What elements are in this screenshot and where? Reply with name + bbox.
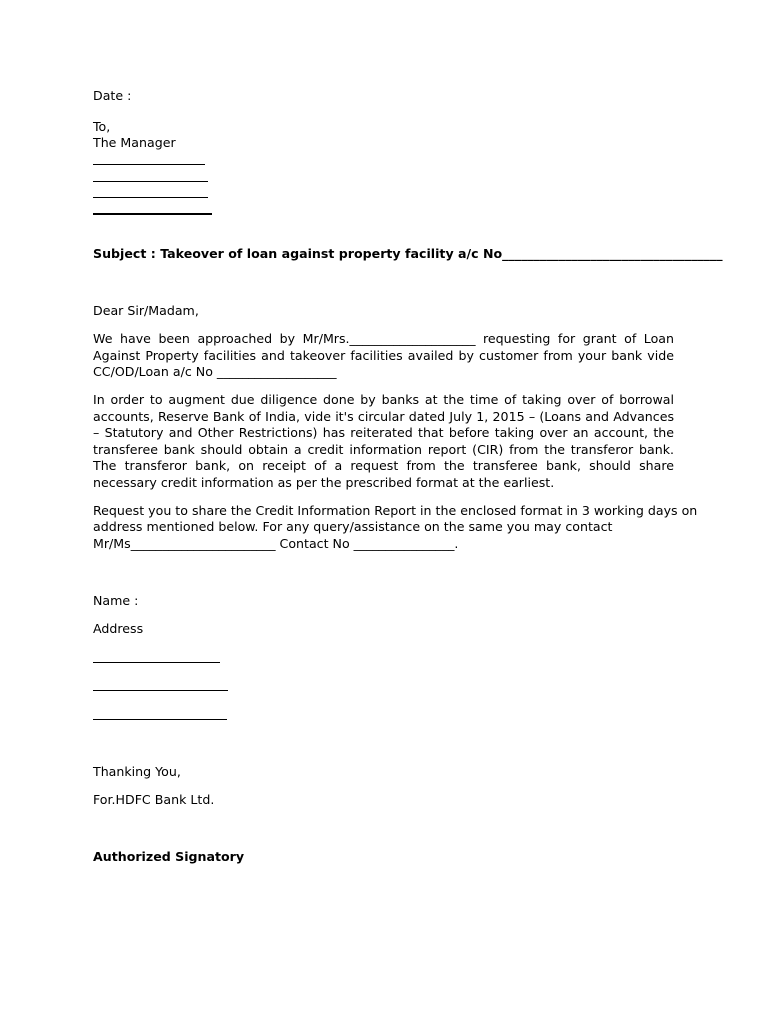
recipient: The Manager <box>93 135 176 150</box>
paragraph-share-cir-line-3: Mr/Ms_______________________ Contact No ________________. <box>93 536 459 551</box>
recipient-address-line-4 <box>93 213 212 215</box>
sender-address-line-2 <box>93 690 228 691</box>
paragraph-request: We have been approached by Mr/Mrs.____________________ requesting for grant of Loan Against Property facilities and takeover facilities availed by customer from your bank vide CC/OD/Loan a/c No ___________________ <box>93 331 674 380</box>
paragraph-share-cir-line-2: address mentioned below. For any query/assistance on the same you may contact <box>93 519 613 534</box>
recipient-address-line-1 <box>93 164 205 165</box>
paragraph-rbi-circular: In order to augment due diligence done by banks at the time of taking over of borrowal accounts, Reserve Bank of India, vide it's circular dated July 1, 2015 – (Loans and Advances – Statutory and Other Restrictions) has reiterated that before taking over an account, the transferee bank should obtain a credit information report (CIR) from the transferor bank. The transferor bank, on receipt of a request from the transferee bank, should share necessary credit information as per the prescribed format at the earliest. <box>93 392 674 490</box>
date-label: Date : <box>93 88 132 103</box>
closing: Thanking You, <box>93 764 181 779</box>
sender-address-line-1 <box>93 662 220 663</box>
salutation: Dear Sir/Madam, <box>93 303 199 318</box>
bank-name: For.HDFC Bank Ltd. <box>93 792 215 807</box>
to-label: To, <box>93 119 111 134</box>
recipient-address-line-2 <box>93 181 208 182</box>
address-label: Address <box>93 621 144 636</box>
paragraph-share-cir-line-1: Request you to share the Credit Information Report in the enclosed format in 3 working days on <box>93 503 698 518</box>
name-label: Name : <box>93 593 139 608</box>
sender-address-line-3 <box>93 719 227 720</box>
subject-line: Subject : Takeover of loan against property facility a/c No___________________________________ <box>93 246 723 261</box>
recipient-address-line-3 <box>93 197 208 198</box>
authorized-signatory: Authorized Signatory <box>93 849 245 864</box>
